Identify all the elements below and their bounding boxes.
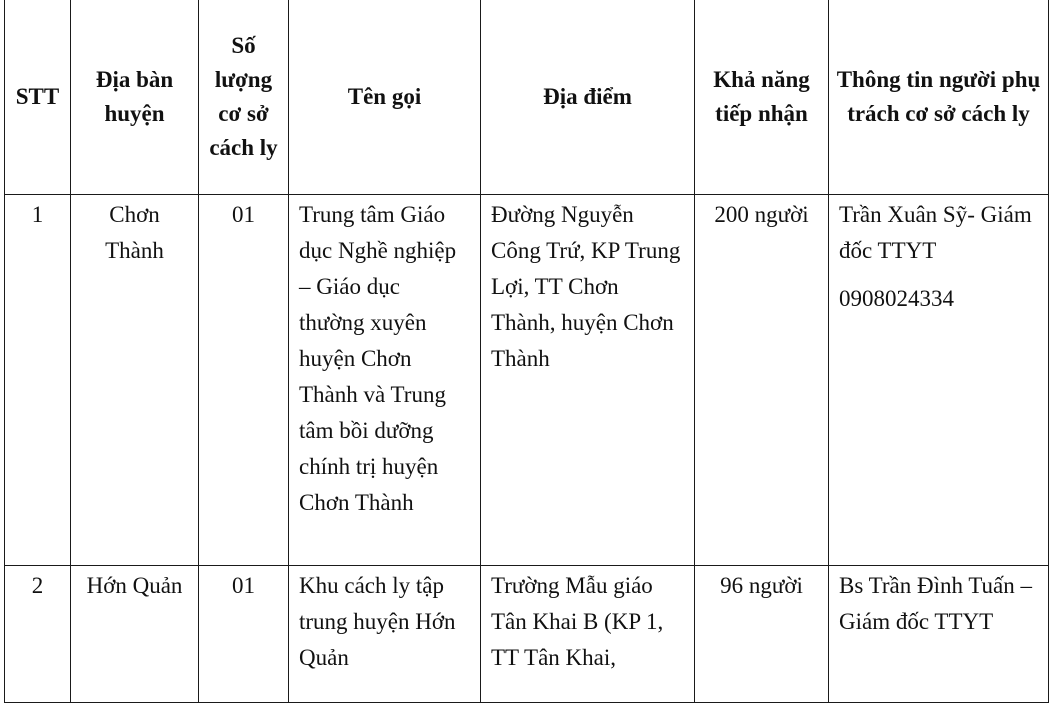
cell-count: 01	[199, 566, 289, 703]
cell-name: Trung tâm Giáo dục Nghề nghiệp – Giáo dục thường xuyên huyện Chơn Thành và Trung tâm bồi dưỡng chính trị huyện Chơn Thành	[289, 195, 481, 566]
cell-location: Đường Nguyễn Công Trứ, KP Trung Lợi, TT Chơn Thành, huyện Chơn Thành	[481, 195, 695, 566]
cell-name: Khu cách ly tập trung huyện Hớn Quản	[289, 566, 481, 703]
table-row	[5, 195, 1049, 566]
cell-district: Chơn Thành	[71, 195, 199, 566]
contact-phone: 0908024334	[839, 286, 954, 311]
cell-stt: 2	[5, 566, 71, 703]
cell-capacity: 96 người	[695, 566, 829, 703]
cell-district: Hớn Quản	[71, 566, 199, 703]
cell-stt: 1	[5, 195, 71, 566]
cell-capacity: 200 người	[695, 195, 829, 566]
contact-name: Bs Trần Đình Tuấn – Giám đốc TTYT	[839, 573, 1033, 634]
table-header-row	[5, 0, 1049, 195]
cell-count: 01	[199, 195, 289, 566]
header-location: Địa điểm	[481, 0, 695, 195]
cell-contact	[829, 195, 1049, 566]
quarantine-facilities-table	[4, 0, 1049, 703]
cell-contact	[829, 566, 1049, 703]
header-count: Số lượng cơ sở cách ly	[199, 0, 289, 195]
header-contact: Thông tin người phụ trách cơ sở cách ly	[829, 0, 1049, 195]
cell-location: Trường Mẫu giáo Tân Khai B (KP 1, TT Tân Khai,	[481, 566, 695, 703]
table-row	[5, 566, 1049, 703]
header-capacity: Khả năng tiếp nhận	[695, 0, 829, 195]
header-stt: STT	[5, 0, 71, 195]
header-district: Địa bàn huyện	[71, 0, 199, 195]
contact-name: Trần Xuân Sỹ- Giám đốc TTYT	[839, 202, 1032, 263]
header-name: Tên gọi	[289, 0, 481, 195]
